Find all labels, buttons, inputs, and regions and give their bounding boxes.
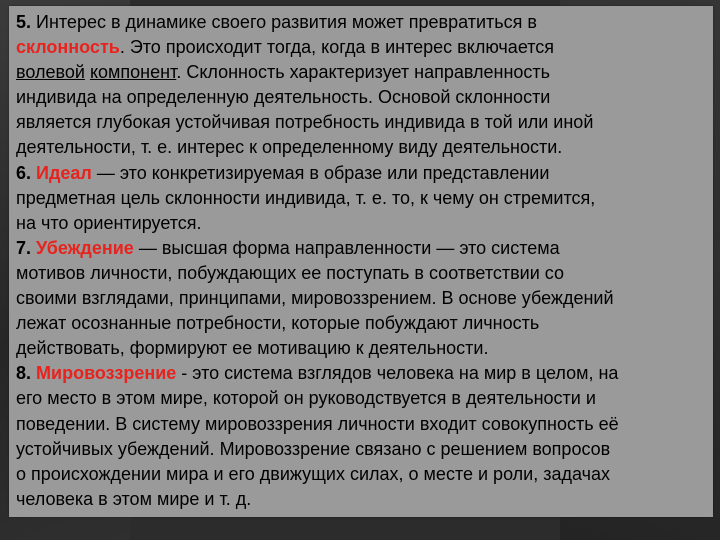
text-span: — это конкретизируемая в образе или представлении: [91, 162, 550, 183]
term-ideal: Идеал: [36, 162, 92, 183]
term-sklonnost: склонность: [16, 37, 120, 58]
underlined-word-komponent: компонент: [89, 62, 177, 83]
line: устойчивых убеждений. Мировоззрение связано с решением вопросов: [16, 438, 611, 459]
line: индивида на определенную деятельность. Основой склонности: [16, 87, 551, 108]
slide-text: [16, 10, 713, 512]
line: [16, 361, 713, 386]
item-number-8: 8.: [16, 363, 32, 384]
item-number-6: 6.: [16, 162, 32, 183]
underlined-word-volevoy: волевой: [16, 62, 85, 83]
line: поведении. В систему мировоззрения личности входит совокупность её: [16, 413, 619, 434]
line: на что ориентируется.: [16, 212, 202, 233]
line: [16, 60, 713, 85]
term-ubezhdenie: Убеждение: [36, 237, 134, 258]
line: мотивов личности, побуждающих ее поступать в соответствии со: [16, 262, 564, 283]
line: предметная цель склонности индивида, т. е. то, к чему он стремится,: [16, 187, 596, 208]
text-panel: [9, 6, 713, 517]
line: о происхождении мира и его движущих силах, о месте и роли, задачах: [16, 463, 611, 484]
line: действовать, формируют ее мотивацию к деятельности.: [16, 338, 489, 359]
line: человека в этом мире и т. д.: [16, 488, 252, 509]
item-number-5: 5.: [16, 12, 32, 32]
line: [16, 161, 713, 186]
line: его место в этом мире, которой он руководствуется в деятельности и: [16, 388, 596, 409]
line: [16, 35, 713, 60]
line: деятельности, т. е. интерес к определенному виду деятельности.: [16, 137, 563, 158]
text-span: . Это происходит тогда, когда в интерес включается: [119, 37, 555, 58]
line: лежат осознанные потребности, которые побуждают личность: [16, 313, 540, 334]
text-span: . Склонность характеризует направленность: [176, 62, 551, 83]
line: [16, 236, 713, 261]
item-number-7: 7.: [16, 237, 32, 258]
line: [16, 10, 713, 35]
term-mirovozzrenie: Мировоззрение: [36, 363, 177, 384]
text-span: — высшая форма направленности — это система: [133, 237, 560, 258]
text-span: - это система взглядов человека на мир в целом, на: [176, 363, 619, 384]
line: своими взглядами, принципами, мировоззрением. В основе убеждений: [16, 288, 614, 309]
line: является глубокая устойчивая потребность индивида в той или иной: [16, 112, 594, 133]
text-span: Интерес в динамике своего развития может превратиться в: [31, 12, 537, 32]
